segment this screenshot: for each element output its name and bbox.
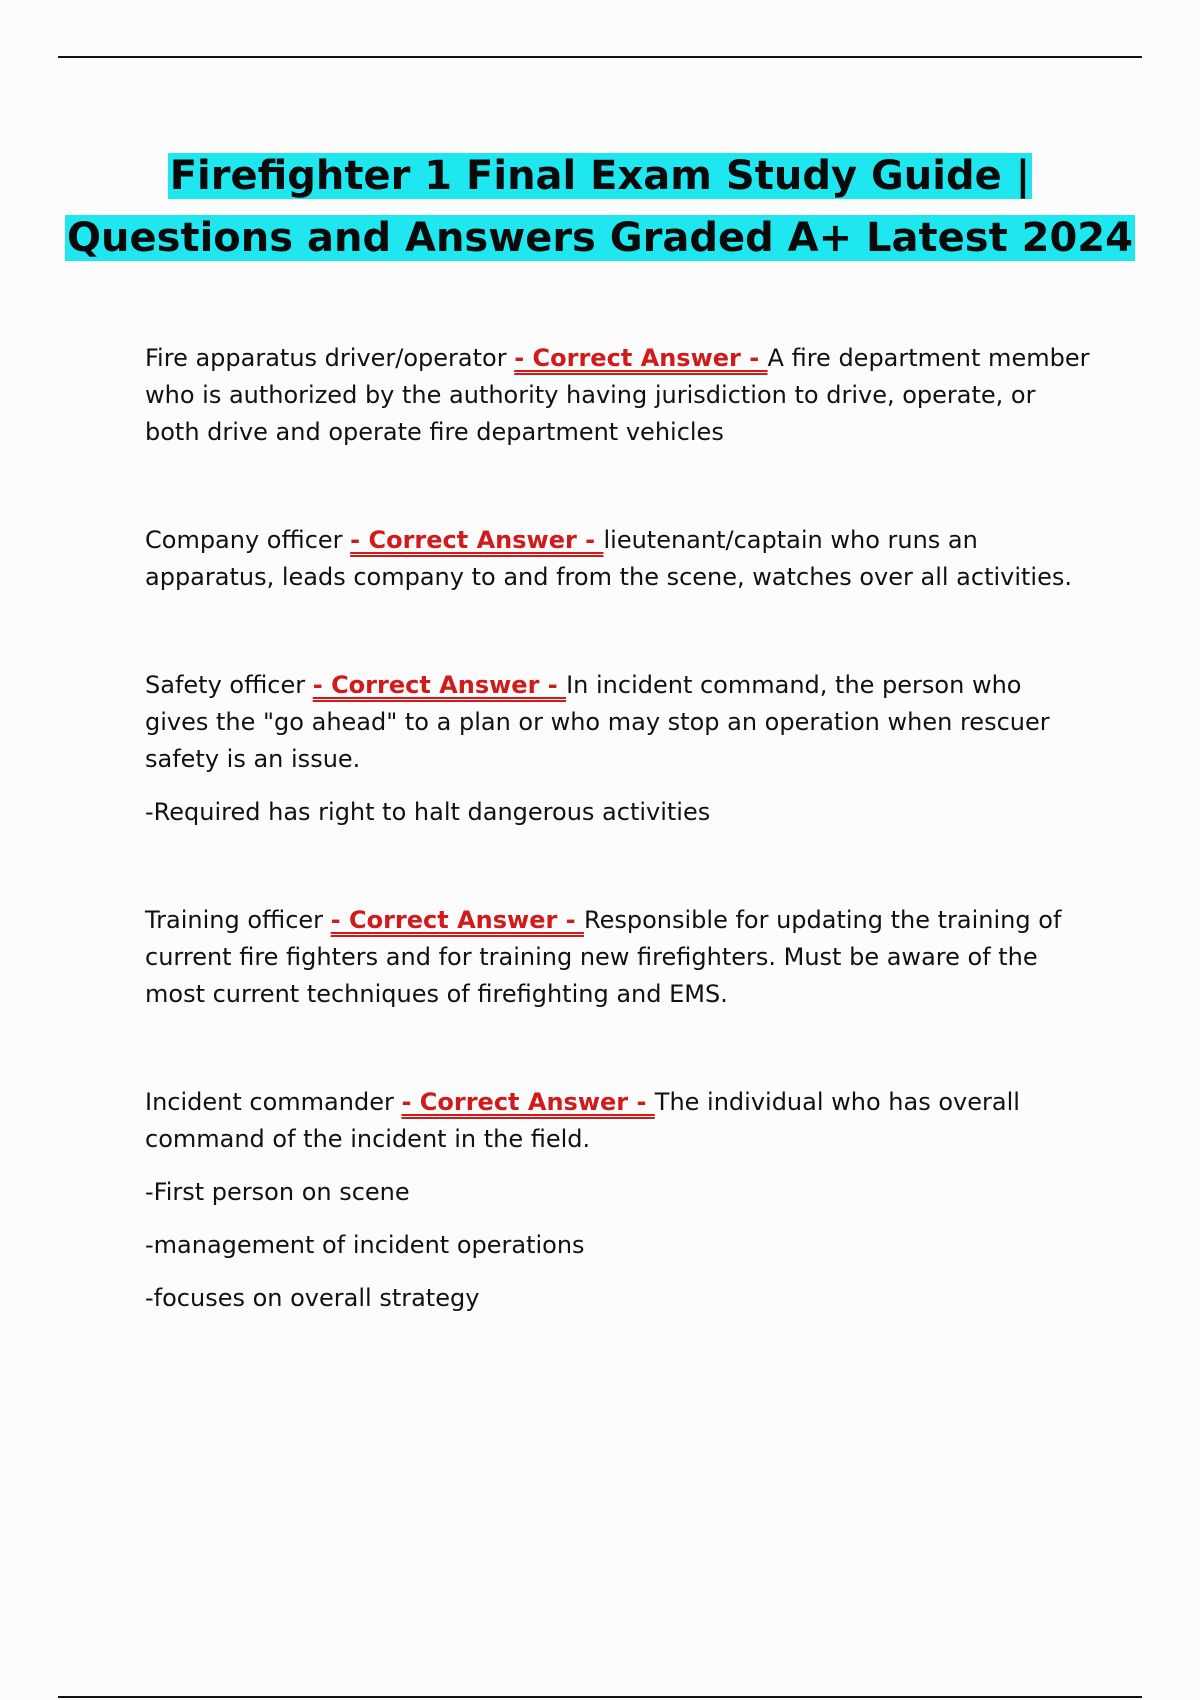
qa-paragraph xyxy=(145,1084,1090,1158)
definition: lieutenant/captain who runs an apparatus, leads company to and from the scene, watches over all activities. xyxy=(145,526,1072,591)
term: Safety officer xyxy=(145,671,313,699)
qa-entry-training-officer xyxy=(145,902,1090,1013)
correct-answer-marker: - Correct Answer - xyxy=(514,344,768,372)
definition: In incident command, the person who gives the "go ahead" to a plan or who may stop an operation when rescuer safety is an issue. xyxy=(145,671,1050,773)
qa-paragraph xyxy=(145,902,1090,1013)
document-title xyxy=(0,145,1200,269)
correct-answer-marker: - Correct Answer - xyxy=(330,906,584,934)
definition: Responsible for updating the training of current fire fighters and for training new firefighters. Must be aware of the most current techniques of firefighting and EMS. xyxy=(145,906,1062,1008)
term: Company officer xyxy=(145,526,351,554)
title-line-2: Questions and Answers Graded A+ Latest 2024 xyxy=(67,215,1133,261)
note-line: -management of incident operations xyxy=(145,1231,585,1259)
qa-paragraph xyxy=(145,340,1090,451)
qa-entry-incident-commander xyxy=(145,1084,1090,1317)
qa-paragraph xyxy=(145,667,1090,778)
title-line-1: Firefighter 1 Final Exam Study Guide | xyxy=(169,153,1031,199)
definition: The individual who has overall command of the incident in the field. xyxy=(145,1088,1020,1153)
top-rule xyxy=(58,56,1142,58)
term: Fire apparatus driver/operator xyxy=(145,344,515,372)
note-line: -focuses on overall strategy xyxy=(145,1284,480,1312)
note-line: -Required has right to halt dangerous activities xyxy=(145,798,711,826)
qa-entry-safety-officer xyxy=(145,667,1090,831)
qa-entry-company-officer xyxy=(145,522,1090,596)
definition: A fire department member who is authorized by the authority having jurisdiction to drive, operate, or both drive and operate fire department vehicles xyxy=(145,344,1090,446)
correct-answer-marker: - Correct Answer - xyxy=(312,671,567,699)
qa-paragraph xyxy=(145,522,1090,596)
correct-answer-marker: - Correct Answer - xyxy=(350,526,604,554)
term: Incident commander xyxy=(145,1088,402,1116)
term: Training officer xyxy=(145,906,331,934)
bottom-rule xyxy=(58,1696,1142,1698)
qa-entry-fire-apparatus-driver xyxy=(145,340,1090,451)
correct-answer-marker: - Correct Answer - xyxy=(401,1088,655,1116)
qa-list xyxy=(145,340,1090,1388)
note-line: -First person on scene xyxy=(145,1178,410,1206)
